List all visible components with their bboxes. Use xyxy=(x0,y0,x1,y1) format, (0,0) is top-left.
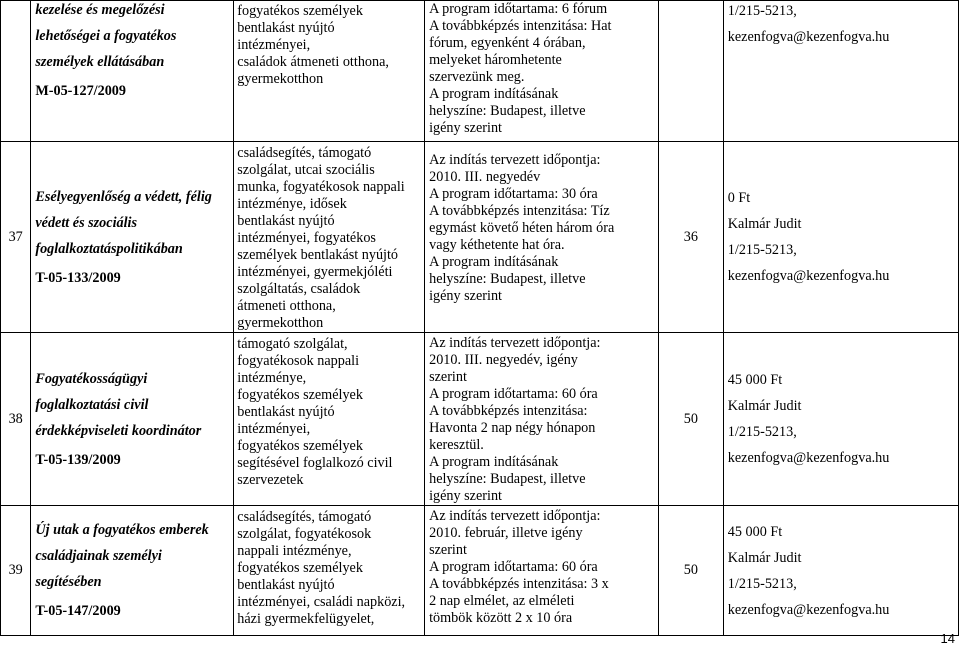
contact-cell xyxy=(723,506,958,636)
target-line: intézményei, xyxy=(237,37,311,53)
target-line: szolgálat, fogyatékosok xyxy=(237,526,372,542)
target-line: fogyatékos személyek xyxy=(237,438,363,454)
hours-value: 36 xyxy=(658,142,723,333)
hours-value: 50 xyxy=(658,333,723,506)
table-row xyxy=(1,142,959,333)
program-line: A továbbképzés intenzitása: Tíz xyxy=(429,203,610,219)
target-line: intézménye, xyxy=(237,370,307,386)
target-group-text xyxy=(237,333,424,489)
table-row xyxy=(1,333,959,506)
title-line: családjainak személyi xyxy=(35,548,162,564)
program-code: M-05-127/2009 xyxy=(35,83,126,99)
target-line: intézményei, gyermekjóléti xyxy=(237,264,393,280)
target-line: gyermekotthon xyxy=(237,315,324,331)
program-line: helyszíne: Budapest, illetve xyxy=(429,103,586,119)
program-line: helyszíne: Budapest, illetve xyxy=(429,271,586,287)
program-line: szerint xyxy=(429,369,467,385)
program-details-text xyxy=(429,1,658,137)
program-line: 2010. III. negyedév, igény xyxy=(429,352,578,368)
program-line: A program időtartama: 60 óra xyxy=(429,559,598,575)
title-line: foglalkoztatáspolitikában xyxy=(35,240,183,257)
target-line: fogyatékos személyek xyxy=(237,387,363,403)
program-line: A program indításának xyxy=(429,454,559,470)
target-group-text xyxy=(237,506,424,628)
title-line: foglalkoztatási civil xyxy=(35,396,149,413)
program-line: egymást követő héten három óra xyxy=(429,220,615,236)
program-title-cell xyxy=(31,142,234,333)
title-line: személyek ellátásában xyxy=(35,54,165,70)
fee-value: 0 Ft xyxy=(727,190,751,206)
target-line: támogató szolgálat, xyxy=(237,336,348,352)
target-line: szervezetek xyxy=(237,472,304,488)
contact-email: kezenfogva@kezenfogva.hu xyxy=(727,601,890,618)
program-details-cell xyxy=(425,142,659,333)
contact-cell xyxy=(723,1,958,142)
program-line: szervezünk meg. xyxy=(429,69,525,85)
target-line: intézményei, családi napközi, xyxy=(237,594,406,610)
target-line: átmeneti otthona, xyxy=(237,298,336,314)
program-line: Az indítás tervezett időpontja: xyxy=(429,335,601,351)
program-title-cell xyxy=(31,333,234,506)
program-line: igény szerint xyxy=(429,120,502,136)
program-line: A program időtartama: 30 óra xyxy=(429,186,598,202)
table-row xyxy=(1,1,959,142)
program-line: 2010. III. negyedév xyxy=(429,169,541,185)
program-line: A program indításának xyxy=(429,254,559,270)
fee-value: 45 000 Ft xyxy=(727,372,783,388)
fee-value: 45 000 Ft xyxy=(727,523,783,540)
target-line: fogyatékos személyek xyxy=(237,3,363,19)
target-line: intézményei, xyxy=(237,421,311,437)
row-number: 39 xyxy=(1,506,31,636)
target-group-cell xyxy=(234,506,425,636)
title-line: lehetőségei a fogyatékos xyxy=(35,28,177,44)
program-line: Az indítás tervezett időpontja: xyxy=(429,152,601,168)
target-group-cell xyxy=(234,1,425,142)
program-line: helyszíne: Budapest, illetve xyxy=(429,471,586,487)
program-details-text xyxy=(429,142,658,305)
target-line: családsegítés, támogató xyxy=(237,509,372,525)
program-code: T-05-139/2009 xyxy=(35,451,121,468)
program-line: szerint xyxy=(429,542,467,558)
contact-cell xyxy=(723,333,958,506)
page-number: 14 xyxy=(940,631,955,646)
program-details-cell xyxy=(425,506,659,636)
program-line: A program indításának xyxy=(429,86,559,102)
contact-line: 1/215-5213, xyxy=(727,3,797,19)
program-line: 2 nap elmélet, az elméleti xyxy=(429,593,575,609)
target-line: családok átmeneti otthona, xyxy=(237,54,389,70)
target-line: gyermekotthon xyxy=(237,71,324,87)
hours-cell xyxy=(658,1,723,142)
program-title-cell xyxy=(31,1,234,142)
target-line: fogyatékos személyek xyxy=(237,560,363,576)
program-details-cell xyxy=(425,1,659,142)
target-line: szolgáltatás, családok xyxy=(237,281,361,297)
target-line: személyek bentlakást nyújtó xyxy=(237,247,399,263)
target-group-cell xyxy=(234,142,425,333)
program-line: tömbök között 2 x 10 óra xyxy=(429,610,573,626)
contact-phone: 1/215-5213, xyxy=(727,424,797,440)
title-line: védett és szociális xyxy=(35,214,138,231)
program-line: A továbbképzés intenzitása: 3 x xyxy=(429,576,609,592)
target-line: intézménye, idősek xyxy=(237,196,347,212)
program-line: A továbbképzés intenzitása: xyxy=(429,403,588,419)
title-line: érdekképviseleti koordinátor xyxy=(35,422,202,439)
program-details-text xyxy=(429,506,658,627)
program-line: keresztül. xyxy=(429,437,484,453)
target-line: fogyatékosok nappali xyxy=(237,353,360,369)
target-line: nappali intézménye, xyxy=(237,543,352,559)
program-line: vagy kéthetente hat óra. xyxy=(429,237,565,253)
program-code: T-05-147/2009 xyxy=(35,603,121,619)
program-line: fórum, egyenként 4 órában, xyxy=(429,35,586,51)
target-line: intézményei, fogyatékos xyxy=(237,230,376,246)
table-row xyxy=(1,506,959,636)
contact-phone: 1/215-5213, xyxy=(727,242,797,258)
program-title xyxy=(35,184,233,262)
target-line: bentlakást nyújtó xyxy=(237,20,335,36)
program-line: igény szerint xyxy=(429,288,502,304)
contact-email: kezenfogva@kezenfogva.hu xyxy=(727,450,890,466)
row-number: 38 xyxy=(1,333,31,506)
program-details-text xyxy=(429,333,658,505)
program-line: A program időtartama: 6 fórum xyxy=(429,1,608,17)
contact-email: kezenfogva@kezenfogva.hu xyxy=(727,29,890,45)
title-line: segítésében xyxy=(35,574,102,590)
program-line: igény szerint xyxy=(429,488,502,504)
program-title-cell xyxy=(31,506,234,636)
program-code: T-05-133/2009 xyxy=(35,269,121,286)
contact-phone: 1/215-5213, xyxy=(727,575,797,592)
target-group-text xyxy=(237,142,424,332)
target-line: bentlakást nyújtó xyxy=(237,577,335,593)
contact-name: Kalmár Judit xyxy=(727,216,802,232)
title-line: Fogyatékosságügyi xyxy=(35,370,148,387)
target-line: bentlakást nyújtó xyxy=(237,404,335,420)
target-line: bentlakást nyújtó xyxy=(237,213,335,229)
target-line: munka, fogyatékosok nappali xyxy=(237,179,405,195)
program-line: A továbbképzés intenzitása: Hat xyxy=(429,18,612,34)
program-line: A program időtartama: 60 óra xyxy=(429,386,598,402)
contact-cell xyxy=(723,142,958,333)
program-title xyxy=(35,0,233,75)
contact-email: kezenfogva@kezenfogva.hu xyxy=(727,268,890,284)
target-line: családsegítés, támogató xyxy=(237,145,372,161)
program-line: Az indítás tervezett időpontja: xyxy=(429,508,601,524)
row-number: 37 xyxy=(1,142,31,333)
program-title xyxy=(35,517,233,595)
program-details-cell xyxy=(425,333,659,506)
target-line: segítésével foglalkozó civil xyxy=(237,455,393,471)
title-line: kezelése és megelőzési xyxy=(35,2,165,18)
contact-name: Kalmár Judit xyxy=(727,549,802,566)
row-number-cell xyxy=(1,1,31,142)
target-line: szolgálat, utcai szociális xyxy=(237,162,375,178)
program-title xyxy=(35,366,233,444)
target-group-cell xyxy=(234,333,425,506)
program-line: 2010. február, illetve igény xyxy=(429,525,583,541)
title-line: Új utak a fogyatékos emberek xyxy=(35,522,209,538)
contact-name: Kalmár Judit xyxy=(727,398,802,414)
program-line: Havonta 2 nap négy hónapon xyxy=(429,420,596,436)
title-line: Esélyegyenlőség a védett, félig xyxy=(35,188,212,205)
program-line: melyeket háromhetente xyxy=(429,52,562,68)
target-line: házi gyermekfelügyelet, xyxy=(237,611,375,627)
hours-value: 50 xyxy=(658,506,723,636)
target-group-text xyxy=(237,1,424,88)
